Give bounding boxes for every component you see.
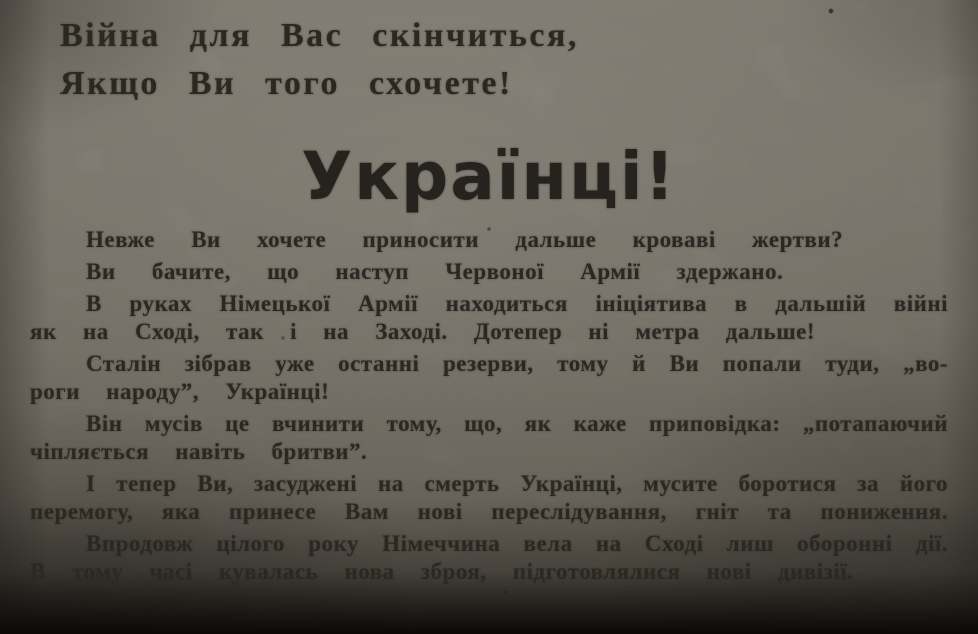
paragraph-4 [30, 350, 948, 406]
paragraph-6 [30, 470, 948, 526]
header-line-2: Якщо Ви того схочете! [60, 65, 513, 102]
paragraph-1 [30, 226, 948, 254]
header-line-1: Війна для Вас скінчиться, [60, 17, 579, 54]
text-line: Він мусів це вчинити тому, що, як каже приповідка: „потапаючий [86, 411, 948, 436]
text-line: перемогу, яка принесе Вам нові переслідування, гніт та пониження. [30, 499, 948, 524]
text-line: В руках Німецької Армії находиться ініціятива в дальшій війні [86, 291, 948, 316]
leaflet-header [60, 12, 579, 108]
text-line: І тепер Ви, засуджені на смерть Українці, мусите боротися за його [86, 471, 948, 496]
text-line: Впродовж цілого року Німеччина вела на Сході лиш оборонні дії. [86, 531, 948, 556]
paragraph-2 [30, 258, 948, 286]
text-line: В тому часі кувалась нова зброя, підготовлялися нові дивізії. [30, 559, 854, 584]
text-line: роги народу”, Українці! [30, 379, 330, 404]
text-line: як на Сході, так і на Заході. Дотепер ні метра дальше! [30, 319, 815, 344]
paragraph-7 [30, 530, 948, 586]
text-line: Сталін зібрав уже останні резерви, тому й Ви попали туди, „во- [86, 351, 948, 376]
paragraph-5 [30, 410, 948, 466]
text-line: Ви бачите, що наступ Червоної Армії здержано. [86, 259, 784, 284]
paragraph-3 [30, 290, 948, 346]
text-line: чіпляється навіть бритви”. [30, 439, 368, 464]
leaflet-body [30, 226, 948, 590]
text-line: Невже Ви хочете приносити дальше кроваві жертви? [86, 227, 844, 252]
leaflet-title: Українці! [301, 138, 677, 215]
